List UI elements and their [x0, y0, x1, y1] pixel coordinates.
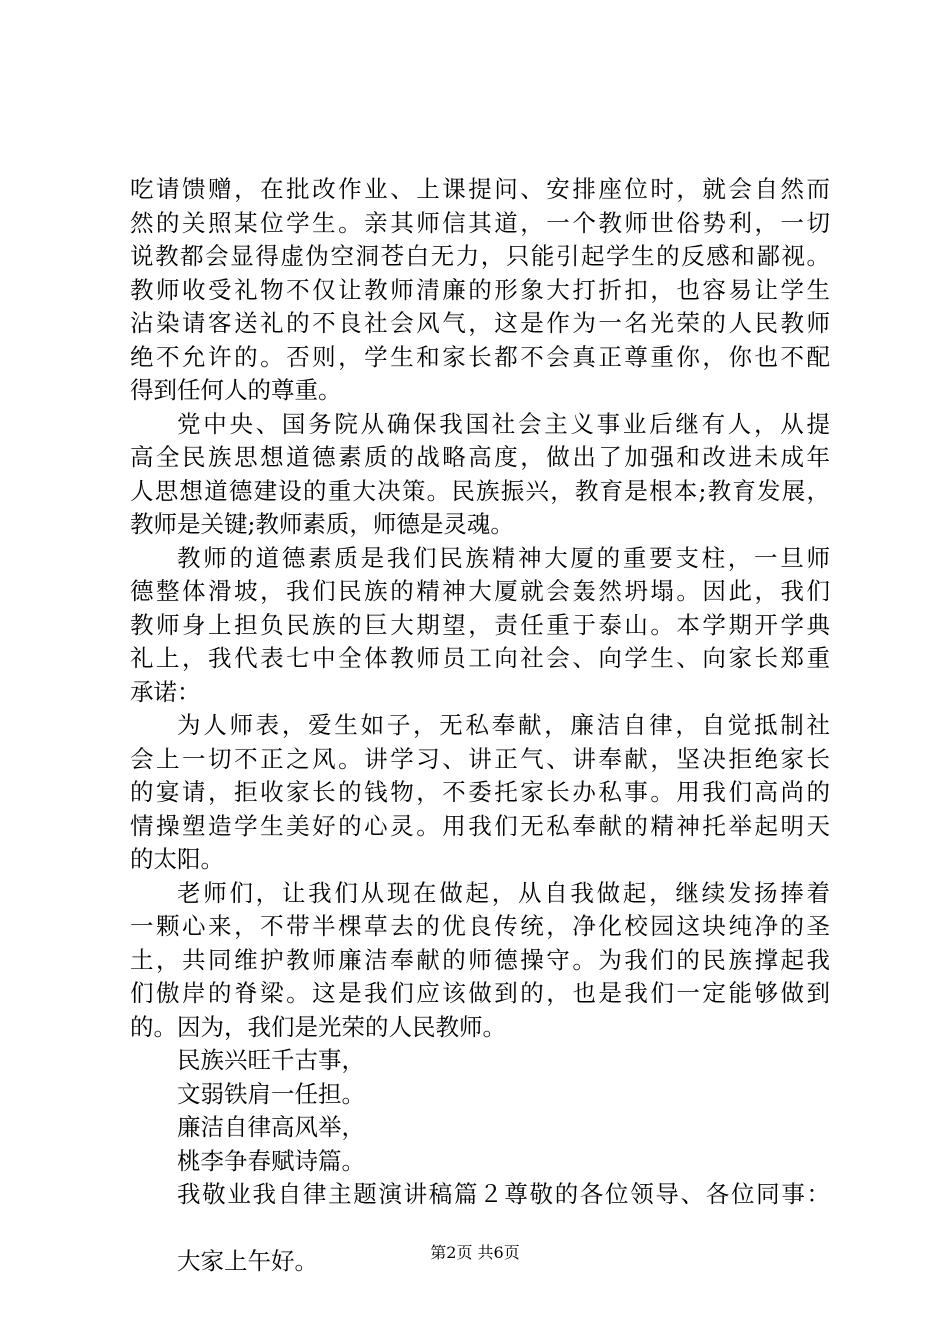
text-line: 教师收受礼物不仅让教师清廉的形象大打折扣，也容易让学生 — [130, 275, 830, 304]
text-line: 情操塑造学生美好的心灵。用我们无私奉献的精神托举起明天 — [130, 811, 830, 840]
text-line: 得到任何人的尊重。 — [130, 376, 342, 404]
text-line: 文弱铁肩一任担。 — [177, 1079, 365, 1108]
text-line: 然的关照某位学生。亲其师信其道，一个教师世俗势利，一切 — [130, 208, 830, 237]
text-line: 高全民族思想道德素质的战略高度，做出了加强和改进未成年 — [130, 443, 830, 471]
text-line: 会上一切不正之风。讲学习、讲正气、讲奉献，坚决拒绝家长 — [130, 744, 830, 773]
page-footer: 第2页 共6页 — [430, 1243, 520, 1262]
text-line: 为人师表，爱生如子，无私奉献，廉洁自律，自觉抵制社 — [177, 711, 830, 739]
text-line: 廉洁自律高风举， — [177, 1113, 365, 1141]
text-line: 一颗心来，不带半棵草去的优良传统，净化校园这块纯净的圣 — [130, 912, 830, 940]
text-line: 教师是关键;教师素质，师德是灵魂。 — [130, 510, 514, 538]
text-line: 大家上午好。 — [177, 1247, 318, 1275]
text-line: 的宴请，拒收家长的钱物，不委托家长办私事。用我们高尚的 — [130, 778, 830, 806]
text-line: 绝不允许的。否则，学生和家长都不会真正尊重你，你也不配 — [130, 342, 830, 371]
text-line: 们傲岸的脊梁。这是我们应该做到的，也是我们一定能够做到 — [130, 979, 830, 1007]
blank-line — [130, 1212, 830, 1246]
text-line: 民族兴旺千古事， — [177, 1046, 365, 1074]
text-line: 老师们，让我们从现在做起，从自我做起，继续发扬捧着 — [177, 878, 830, 907]
text-line: 说教都会显得虚伪空洞苍白无力，只能引起学生的反感和鄙视。 — [130, 242, 830, 270]
text-line: 沾染请客送礼的不良社会风气，这是作为一名光荣的人民教师 — [130, 309, 830, 337]
text-line: 我敬业我自律主题演讲稿篇２尊敬的各位领导、各位同事： — [177, 1180, 830, 1208]
text-line: 教师身上担负民族的巨大期望，责任重于泰山。本学期开学典 — [130, 610, 830, 639]
text-line: 吃请馈赠，在批改作业、上课提问、安排座位时，就会自然而 — [130, 175, 830, 203]
text-line: 的太阳。 — [130, 845, 224, 873]
text-line: 德整体滑坡，我们民族的精神大厦就会轰然坍塌。因此，我们 — [130, 577, 830, 605]
text-line: 承诺： — [130, 677, 201, 706]
text-line: 教师的道德素质是我们民族精神大厦的重要支柱，一旦师 — [177, 543, 830, 572]
document-body — [130, 173, 830, 1279]
text-line: 桃李争春赋诗篇。 — [177, 1146, 365, 1175]
text-line: 土，共同维护教师廉洁奉献的师德操守。为我们的民族撑起我 — [130, 945, 830, 974]
text-line: 礼上，我代表七中全体教师员工向社会、向学生、向家长郑重 — [130, 644, 830, 672]
text-line: 党中央、国务院从确保我国社会主义事业后继有人，从提 — [177, 409, 830, 438]
text-line: 人思想道德建设的重大决策。民族振兴，教育是根本;教育发展， — [130, 476, 830, 505]
text-line: 的。因为，我们是光荣的人民教师。 — [130, 1012, 506, 1041]
